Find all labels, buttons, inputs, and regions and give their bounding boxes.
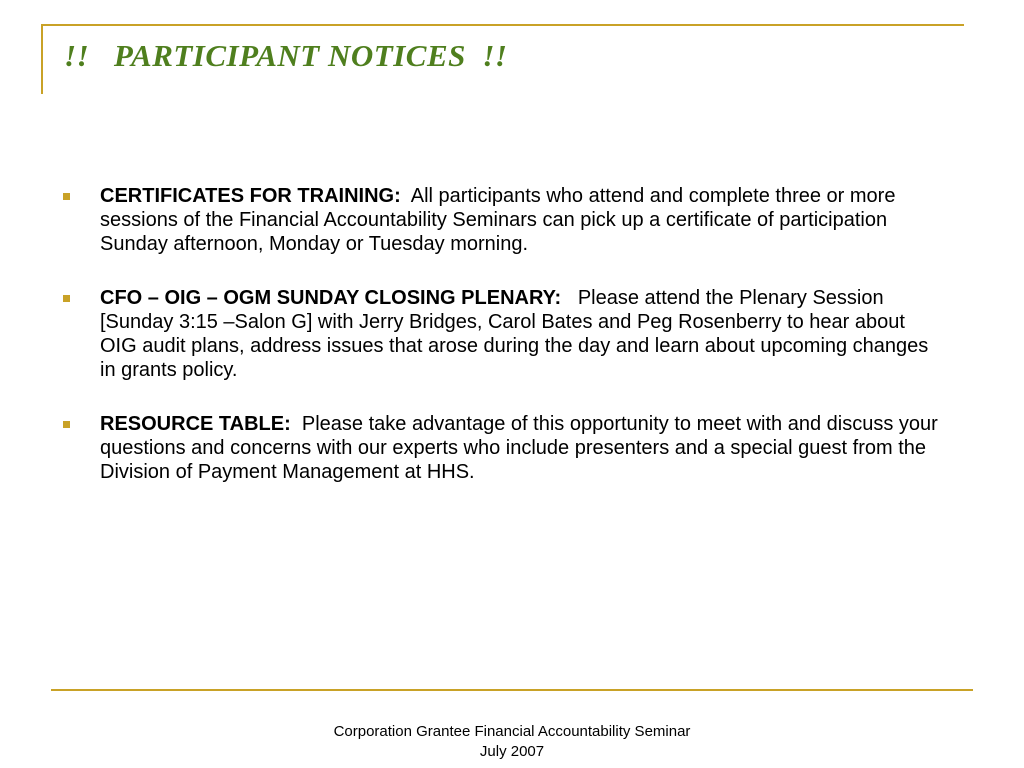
footer-date: July 2007 (479, 743, 545, 760)
slide-footer (0, 722, 1024, 762)
notice-item-closing-plenary (60, 286, 945, 382)
notice-heading: CFO – OIG – OGM SUNDAY CLOSING PLENARY: (100, 287, 562, 309)
notice-item-resource-table (60, 412, 945, 484)
notice-heading: RESOURCE TABLE: (100, 413, 291, 435)
square-bullet-icon (63, 421, 70, 428)
notice-text: All participants who attend and complete three or more sessions of the Financial Accountability Seminars can pick up a certificate of participation Sunday afternoon, Monday or Tuesday morning. (100, 185, 896, 255)
notice-text: Please take advantage of this opportunity to meet with and discuss your questions and concerns with our experts who include presenters and a special guest from the Division of Payment Management at HHS. (100, 413, 938, 483)
notice-item-certificates (60, 184, 945, 256)
footer-seminar-name: Corporation Grantee Financial Accountability Seminar (333, 723, 691, 740)
notice-list (60, 184, 945, 514)
slide-title: !! PARTICIPANT NOTICES !! (64, 38, 508, 73)
square-bullet-icon (63, 193, 70, 200)
footer-divider (51, 689, 973, 691)
notice-heading: CERTIFICATES FOR TRAINING: (100, 185, 401, 207)
square-bullet-icon (63, 295, 70, 302)
title-accent-line-vertical (41, 24, 43, 94)
notice-text: Please attend the Plenary Session [Sunday 3:15 –Salon G] with Jerry Bridges, Carol Bates and Peg Rosenberry to hear about OIG audit plans, address issues that arose during the day and learn about upcoming changes in grants policy. (100, 287, 929, 381)
title-accent-line-horizontal (41, 24, 964, 26)
